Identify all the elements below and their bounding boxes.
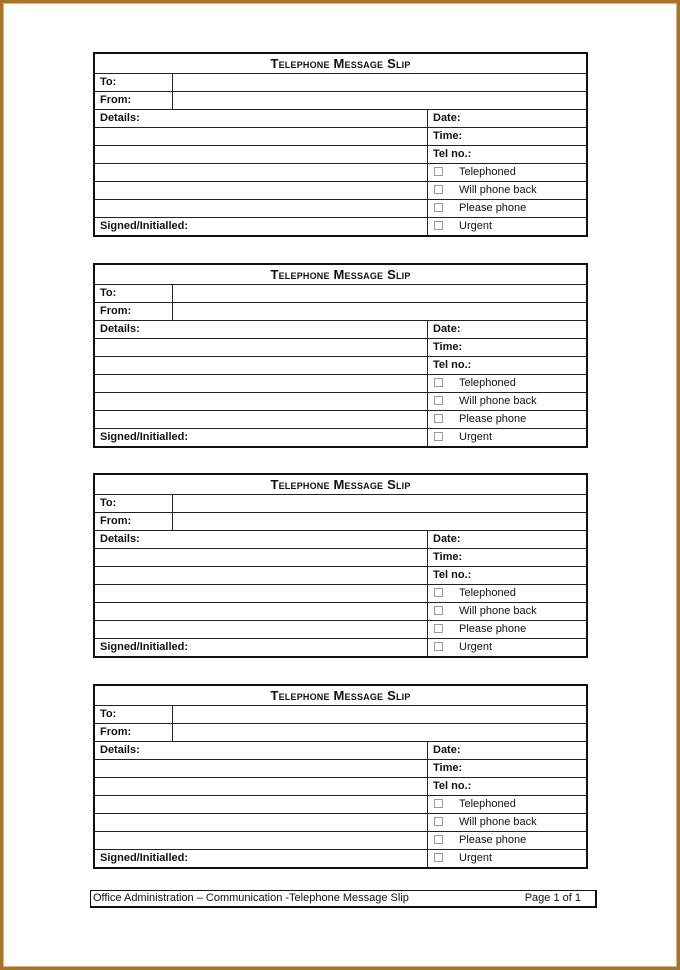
checkbox-icon[interactable] <box>434 588 443 597</box>
checkbox-option[interactable] <box>428 411 586 428</box>
tel-label: Tel no.: <box>433 359 472 371</box>
details-line[interactable] <box>95 357 428 374</box>
tel-label: Tel no.: <box>433 148 472 160</box>
checkbox-label: Telephoned <box>459 166 516 178</box>
date-label: Date: <box>433 323 461 335</box>
telephone-message-slip <box>93 263 588 448</box>
slip-title: Telephone Message Slip <box>270 267 411 282</box>
signed-label: Signed/Initialled: <box>95 639 428 656</box>
checkbox-option[interactable] <box>428 182 586 199</box>
details-line[interactable] <box>95 585 428 602</box>
tel-label: Tel no.: <box>433 780 472 792</box>
checkbox-icon[interactable] <box>434 167 443 176</box>
checkbox-icon[interactable] <box>434 414 443 423</box>
checkbox-label: Urgent <box>459 641 493 653</box>
checkbox-icon[interactable] <box>434 624 443 633</box>
checkbox-icon[interactable] <box>434 853 443 862</box>
details-line[interactable] <box>95 146 428 163</box>
telephone-message-slip <box>93 52 588 237</box>
details-line[interactable] <box>95 621 428 638</box>
details-label: Details: <box>95 321 428 338</box>
page-number: Page 1 of 1 <box>524 892 581 904</box>
details-line[interactable] <box>95 778 428 795</box>
checkbox-label: Please phone <box>459 413 527 425</box>
from-label: From: <box>95 513 173 530</box>
time-label: Time: <box>433 130 463 142</box>
footer-title: Office Administration – Communication -Telephone Message Slip <box>93 892 409 904</box>
checkbox-label: Please phone <box>459 834 527 846</box>
details-line[interactable] <box>95 411 428 428</box>
checkbox-option[interactable] <box>428 375 586 392</box>
from-label: From: <box>95 303 173 320</box>
checkbox-option[interactable] <box>428 200 586 217</box>
telephone-message-slip <box>93 473 588 658</box>
checkbox-icon[interactable] <box>434 642 443 651</box>
to-field[interactable] <box>173 495 586 512</box>
checkbox-icon[interactable] <box>434 835 443 844</box>
details-line[interactable] <box>95 339 428 356</box>
checkbox-label: Please phone <box>459 623 527 635</box>
time-label: Time: <box>433 762 463 774</box>
checkbox-option[interactable] <box>428 814 586 831</box>
from-field[interactable] <box>173 92 586 109</box>
checkbox-icon[interactable] <box>434 817 443 826</box>
checkbox-icon[interactable] <box>434 799 443 808</box>
checkbox-icon[interactable] <box>434 378 443 387</box>
checkbox-option[interactable] <box>428 585 586 602</box>
from-field[interactable] <box>173 303 586 320</box>
details-label: Details: <box>95 531 428 548</box>
slip-title: Telephone Message Slip <box>270 56 411 71</box>
checkbox-option[interactable] <box>428 393 586 410</box>
details-line[interactable] <box>95 375 428 392</box>
to-field[interactable] <box>173 706 586 723</box>
checkbox-label: Urgent <box>459 852 493 864</box>
checkbox-option[interactable] <box>428 832 586 849</box>
signed-label: Signed/Initialled: <box>95 850 428 867</box>
from-field[interactable] <box>173 513 586 530</box>
to-field[interactable] <box>173 285 586 302</box>
details-line[interactable] <box>95 549 428 566</box>
signed-label: Signed/Initialled: <box>95 429 428 446</box>
checkbox-option[interactable] <box>428 796 586 813</box>
checkbox-label: Will phone back <box>459 816 537 828</box>
page-footer <box>90 890 597 908</box>
checkbox-label: Telephoned <box>459 587 516 599</box>
from-label: From: <box>95 724 173 741</box>
to-label: To: <box>95 74 173 91</box>
tel-label: Tel no.: <box>433 569 472 581</box>
details-line[interactable] <box>95 200 428 217</box>
details-line[interactable] <box>95 796 428 813</box>
checkbox-icon[interactable] <box>434 432 443 441</box>
checkbox-label: Please phone <box>459 202 527 214</box>
details-line[interactable] <box>95 567 428 584</box>
from-field[interactable] <box>173 724 586 741</box>
details-label: Details: <box>95 110 428 127</box>
checkbox-icon[interactable] <box>434 185 443 194</box>
slip-title: Telephone Message Slip <box>270 688 411 703</box>
time-label: Time: <box>433 341 463 353</box>
checkbox-option[interactable] <box>428 218 586 235</box>
date-label: Date: <box>433 533 461 545</box>
slip-title: Telephone Message Slip <box>270 477 411 492</box>
details-line[interactable] <box>95 760 428 777</box>
details-line[interactable] <box>95 814 428 831</box>
details-line[interactable] <box>95 182 428 199</box>
checkbox-option[interactable] <box>428 164 586 181</box>
checkbox-label: Urgent <box>459 220 493 232</box>
checkbox-label: Telephoned <box>459 798 516 810</box>
checkbox-option[interactable] <box>428 603 586 620</box>
checkbox-option[interactable] <box>428 429 586 446</box>
details-line[interactable] <box>95 603 428 620</box>
to-label: To: <box>95 706 173 723</box>
checkbox-icon[interactable] <box>434 396 443 405</box>
date-label: Date: <box>433 744 461 756</box>
checkbox-icon[interactable] <box>434 203 443 212</box>
to-label: To: <box>95 285 173 302</box>
details-label: Details: <box>95 742 428 759</box>
telephone-message-slip <box>93 684 588 869</box>
details-line[interactable] <box>95 164 428 181</box>
details-line[interactable] <box>95 832 428 849</box>
checkbox-option[interactable] <box>428 850 586 867</box>
details-line[interactable] <box>95 128 428 145</box>
checkbox-icon[interactable] <box>434 221 443 230</box>
to-label: To: <box>95 495 173 512</box>
checkbox-label: Will phone back <box>459 395 537 407</box>
from-label: From: <box>95 92 173 109</box>
checkbox-icon[interactable] <box>434 606 443 615</box>
signed-label: Signed/Initialled: <box>95 218 428 235</box>
details-line[interactable] <box>95 393 428 410</box>
checkbox-option[interactable] <box>428 639 586 656</box>
checkbox-label: Will phone back <box>459 184 537 196</box>
checkbox-label: Will phone back <box>459 605 537 617</box>
date-label: Date: <box>433 112 461 124</box>
to-field[interactable] <box>173 74 586 91</box>
checkbox-label: Urgent <box>459 431 493 443</box>
checkbox-option[interactable] <box>428 621 586 638</box>
time-label: Time: <box>433 551 463 563</box>
checkbox-label: Telephoned <box>459 377 516 389</box>
